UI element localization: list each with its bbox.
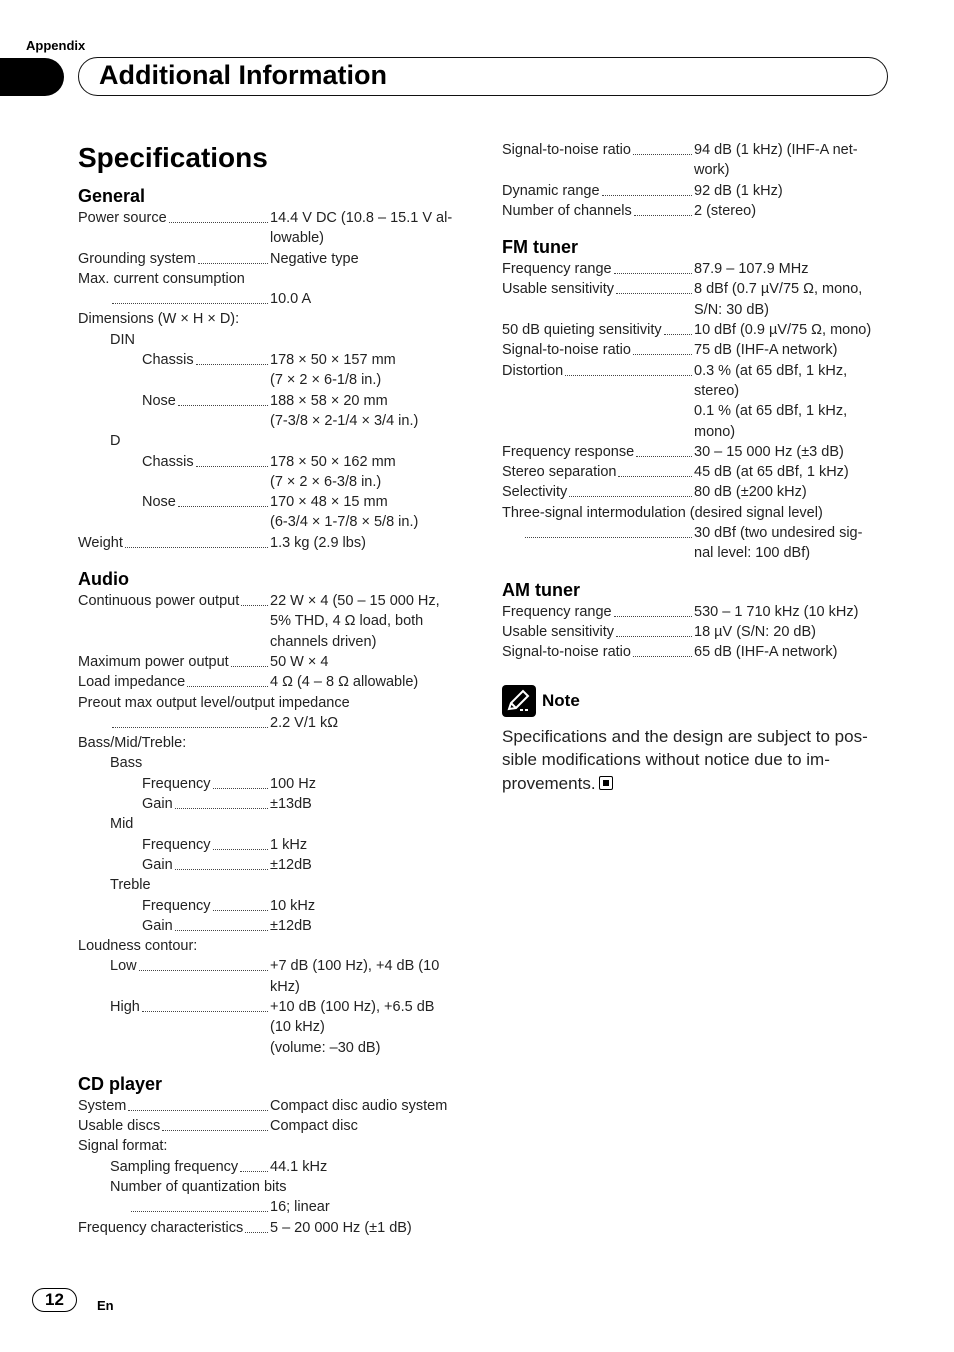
subsection-heading: FM tuner bbox=[502, 237, 578, 258]
spec-value: 94 dB (1 kHz) (IHF-A net- work) bbox=[694, 142, 858, 179]
spec-label-text: Number of channels bbox=[502, 202, 632, 219]
spec-value: 2.2 V/1 kΩ bbox=[270, 714, 339, 731]
spec-row bbox=[78, 652, 468, 672]
dot-leader bbox=[231, 652, 268, 667]
spec-label-text: Usable sensitivity bbox=[502, 281, 615, 298]
spec-row bbox=[502, 181, 892, 201]
spec-value: 178 × 50 × 162 mm (7 × 2 × 6-3/8 in.) bbox=[270, 453, 396, 490]
spec-label bbox=[142, 896, 270, 916]
spec-row bbox=[78, 452, 468, 493]
spec-row bbox=[502, 462, 892, 482]
dot-leader bbox=[565, 361, 692, 376]
note-text bbox=[502, 725, 886, 796]
spec-row bbox=[502, 602, 892, 622]
spec-label bbox=[502, 602, 694, 622]
spec-label-text: Chassis bbox=[142, 453, 194, 470]
spec-label-text: Signal-to-noise ratio bbox=[502, 644, 631, 661]
spec-row bbox=[78, 997, 468, 1058]
spec-label-text: Nose bbox=[142, 494, 176, 511]
spec-label-text: Nose bbox=[142, 392, 176, 409]
spec-label-text: Stereo separation bbox=[502, 464, 617, 481]
left-column bbox=[78, 140, 468, 1238]
spec-group-text: Dimensions (W × H × D): bbox=[78, 311, 240, 328]
spec-label-text: Frequency range bbox=[502, 603, 612, 620]
spec-label bbox=[110, 1157, 270, 1177]
spec-value: 1 kHz bbox=[270, 836, 308, 853]
spec-value: 44.1 kHz bbox=[270, 1158, 328, 1175]
dot-leader bbox=[139, 956, 268, 971]
spec-row bbox=[78, 350, 468, 391]
spec-row bbox=[78, 1157, 468, 1177]
spec-group-label bbox=[78, 733, 468, 753]
spec-group-label bbox=[78, 269, 468, 289]
spec-value: 1.3 kg (2.9 lbs) bbox=[270, 534, 366, 551]
spec-group-label bbox=[78, 753, 468, 773]
spec-label-text: Maximum power output bbox=[78, 653, 229, 670]
spec-label-text: Usable sensitivity bbox=[502, 623, 615, 640]
spec-row bbox=[78, 794, 468, 814]
spec-row bbox=[78, 208, 468, 249]
dot-leader bbox=[196, 452, 268, 467]
spec-label bbox=[502, 201, 694, 221]
spec-label bbox=[78, 652, 270, 672]
spec-label bbox=[142, 350, 270, 370]
spec-group-text: D bbox=[110, 433, 121, 450]
dot-leader bbox=[245, 1218, 268, 1233]
spec-value: 188 × 58 × 20 mm (7-3/8 × 2-1/4 × 3/4 in.) bbox=[270, 392, 419, 429]
spec-value: 178 × 50 × 157 mm (7 × 2 × 6-1/8 in.) bbox=[270, 352, 396, 389]
spec-value: 16; linear bbox=[270, 1199, 330, 1216]
spec-label bbox=[142, 794, 270, 814]
spec-label bbox=[78, 672, 270, 692]
end-mark-icon bbox=[599, 776, 613, 790]
spec-label-text: Signal-to-noise ratio bbox=[502, 142, 631, 158]
spec-label bbox=[502, 462, 694, 482]
spec-label bbox=[502, 279, 694, 299]
spec-group-label bbox=[78, 431, 468, 451]
spec-group-label bbox=[78, 936, 468, 956]
spec-label bbox=[502, 482, 694, 502]
spec-group-label bbox=[78, 814, 468, 834]
section-tab bbox=[0, 58, 64, 96]
spec-label bbox=[142, 774, 270, 794]
note-body: Specifications and the design are subject to pos-sible modifications without notice due to im-provements. bbox=[502, 726, 868, 793]
spec-label bbox=[78, 1096, 270, 1116]
spec-label-text: Gain bbox=[142, 856, 173, 873]
spec-label bbox=[110, 713, 270, 733]
spec-group-text: Mid bbox=[110, 816, 134, 833]
spec-group-label bbox=[78, 330, 468, 350]
dot-leader bbox=[241, 591, 268, 606]
dot-leader bbox=[178, 391, 268, 406]
spec-label-text: Frequency range bbox=[502, 261, 612, 278]
spec-row bbox=[502, 442, 892, 462]
spec-label bbox=[502, 442, 694, 462]
dot-leader bbox=[142, 997, 268, 1012]
spec-label-text: Low bbox=[110, 958, 137, 975]
spec-value: Compact disc audio system bbox=[270, 1097, 448, 1114]
dot-leader bbox=[616, 279, 692, 294]
spec-value: 8 dBf (0.7 µV/75 Ω, mono, S/N: 30 dB) bbox=[694, 281, 863, 318]
dot-leader bbox=[618, 462, 692, 477]
spec-value: ±12dB bbox=[270, 856, 312, 873]
spec-label-text: Usable discs bbox=[78, 1118, 161, 1135]
dot-leader bbox=[213, 774, 268, 789]
dot-leader bbox=[198, 249, 268, 264]
spec-row bbox=[502, 340, 892, 360]
spec-label-text: Continuous power output bbox=[78, 593, 240, 610]
spec-label-text: Signal-to-noise ratio bbox=[502, 342, 631, 359]
subsection-heading: Audio bbox=[78, 569, 129, 590]
spec-row bbox=[502, 523, 892, 564]
dot-leader bbox=[213, 896, 268, 911]
spec-value: 10 kHz bbox=[270, 897, 316, 914]
language-label: En bbox=[97, 1298, 114, 1313]
spec-value: 80 dB (±200 kHz) bbox=[694, 484, 807, 501]
spec-label bbox=[502, 181, 694, 201]
dot-leader bbox=[162, 1116, 268, 1131]
spec-group-label bbox=[78, 1136, 468, 1156]
spec-label-text: System bbox=[78, 1097, 127, 1114]
spec-value: 10.0 A bbox=[270, 291, 312, 308]
subsection-heading: General bbox=[78, 186, 146, 206]
spec-group-text: Signal format: bbox=[78, 1138, 168, 1155]
spec-row bbox=[78, 1218, 468, 1238]
spec-row bbox=[78, 1116, 468, 1136]
dot-leader bbox=[664, 320, 692, 335]
spec-value: 170 × 48 × 15 mm (6-3/4 × 1-7/8 × 5/8 in.) bbox=[270, 494, 419, 531]
page-number: 12 bbox=[32, 1288, 77, 1312]
spec-value: 2 (stereo) bbox=[694, 202, 757, 219]
dot-leader bbox=[175, 855, 268, 870]
dot-leader bbox=[602, 181, 692, 196]
spec-label bbox=[502, 340, 694, 360]
dot-leader bbox=[240, 1157, 268, 1172]
dot-leader bbox=[636, 442, 692, 457]
spec-label bbox=[502, 642, 694, 662]
dot-leader bbox=[131, 1197, 268, 1212]
spec-label bbox=[78, 1116, 270, 1136]
spec-label-text: Frequency bbox=[142, 897, 211, 914]
dot-leader bbox=[128, 1096, 268, 1111]
dot-leader bbox=[633, 340, 692, 355]
banner-title: Additional Information bbox=[99, 60, 387, 90]
spec-value: 0.3 % (at 65 dBf, 1 kHz, stereo) 0.1 % (at 65 dBf, 1 kHz, mono) bbox=[694, 362, 848, 440]
dot-leader bbox=[213, 835, 268, 850]
spec-row bbox=[78, 956, 468, 997]
spec-group-label bbox=[78, 1177, 468, 1197]
dot-leader bbox=[169, 208, 268, 223]
spec-label-text: Frequency bbox=[142, 836, 211, 853]
spec-label-text: Load impedance bbox=[78, 674, 186, 691]
dot-leader bbox=[112, 713, 268, 728]
spec-label bbox=[142, 492, 270, 512]
spec-group-text: Bass/Mid/Treble: bbox=[78, 735, 187, 752]
page-title: Specifications bbox=[78, 142, 268, 173]
spec-label bbox=[110, 956, 270, 976]
spec-label bbox=[142, 916, 270, 936]
spec-value: Negative type bbox=[270, 250, 359, 267]
spec-row bbox=[502, 622, 892, 642]
spec-value: 530 – 1 710 kHz (10 kHz) bbox=[694, 603, 859, 620]
spec-label bbox=[502, 361, 694, 381]
spec-group-label bbox=[78, 309, 468, 329]
spec-label bbox=[502, 140, 694, 160]
spec-group-text: DIN bbox=[110, 331, 135, 348]
spec-value: 45 dB (at 65 dBf, 1 kHz) bbox=[694, 464, 849, 481]
spec-row bbox=[502, 201, 892, 221]
spec-value: 30 – 15 000 Hz (±3 dB) bbox=[694, 443, 844, 460]
dot-leader bbox=[175, 916, 268, 931]
spec-label bbox=[142, 855, 270, 875]
spec-group-text: Three-signal intermodulation (desired signal level) bbox=[502, 504, 823, 521]
spec-row bbox=[78, 492, 468, 533]
spec-label-text: Sampling frequency bbox=[110, 1158, 239, 1175]
spec-label bbox=[78, 533, 270, 553]
spec-value: ±12dB bbox=[270, 917, 312, 934]
subsection-heading: AM tuner bbox=[502, 579, 580, 600]
spec-value: ±13dB bbox=[270, 796, 312, 813]
spec-group-text: Max. current consumption bbox=[78, 270, 245, 287]
spec-label-text: Frequency bbox=[142, 775, 211, 792]
spec-label bbox=[78, 1218, 270, 1238]
spec-group-text: Number of quantization bits bbox=[110, 1179, 287, 1196]
spec-group-text: Loudness contour: bbox=[78, 938, 198, 955]
spec-row bbox=[78, 249, 468, 269]
dot-leader bbox=[634, 201, 692, 216]
spec-value: Compact disc bbox=[270, 1118, 358, 1135]
spec-label bbox=[502, 320, 694, 340]
spec-label bbox=[78, 249, 270, 269]
spec-row bbox=[502, 482, 892, 502]
spec-row bbox=[78, 1096, 468, 1116]
spec-label-text: Distortion bbox=[502, 362, 564, 379]
spec-row bbox=[78, 672, 468, 692]
spec-label-text: Gain bbox=[142, 796, 173, 813]
spec-row bbox=[78, 391, 468, 432]
dot-leader bbox=[614, 259, 692, 274]
spec-value: 65 dB (IHF-A network) bbox=[694, 644, 838, 661]
spec-value: 22 W × 4 (50 – 15 000 Hz, 5% THD, 4 Ω load, both channels driven) bbox=[270, 593, 440, 650]
spec-group-text: Preout max output level/output impedance bbox=[78, 694, 350, 711]
spec-label-text: Chassis bbox=[142, 352, 194, 369]
dot-leader bbox=[633, 642, 692, 657]
dot-leader bbox=[614, 602, 692, 617]
right-column bbox=[502, 140, 892, 795]
spec-label-text: Frequency response bbox=[502, 443, 635, 460]
spec-group-label bbox=[502, 503, 892, 523]
spec-label bbox=[110, 997, 270, 1017]
spec-value: 4 Ω (4 – 8 Ω allowable) bbox=[270, 674, 419, 691]
spec-row bbox=[78, 896, 468, 916]
spec-value: 10 dBf (0.9 µV/75 Ω, mono) bbox=[694, 322, 872, 339]
spec-row bbox=[502, 642, 892, 662]
spec-row bbox=[502, 320, 892, 340]
spec-value: 5 – 20 000 Hz (±1 dB) bbox=[270, 1219, 412, 1236]
spec-label-text: Weight bbox=[78, 534, 123, 551]
spec-label-text: Grounding system bbox=[78, 250, 196, 267]
spec-group-label bbox=[78, 875, 468, 895]
dot-leader bbox=[112, 289, 268, 304]
dot-leader bbox=[196, 350, 268, 365]
spec-row bbox=[78, 533, 468, 553]
spec-row bbox=[78, 835, 468, 855]
dot-leader bbox=[175, 794, 268, 809]
dot-leader bbox=[178, 492, 268, 507]
spec-label-text: Selectivity bbox=[502, 484, 568, 501]
spec-label bbox=[502, 259, 694, 279]
section-label: Appendix bbox=[26, 38, 86, 53]
spec-row bbox=[502, 279, 892, 320]
spec-row bbox=[78, 591, 468, 652]
spec-value: 87.9 – 107.9 MHz bbox=[694, 261, 809, 278]
spec-row bbox=[78, 713, 468, 733]
spec-group-text: Bass bbox=[110, 755, 143, 772]
spec-label-text: 50 dB quieting sensitivity bbox=[502, 322, 662, 339]
spec-label bbox=[523, 523, 694, 543]
note-header bbox=[502, 685, 892, 717]
spec-row bbox=[502, 140, 892, 181]
spec-label bbox=[142, 391, 270, 411]
spec-label bbox=[78, 591, 270, 611]
spec-row bbox=[78, 1197, 468, 1217]
spec-value: 30 dBf (two undesired sig- nal level: 100 dBf) bbox=[694, 525, 863, 562]
spec-label-text: Power source bbox=[78, 210, 167, 226]
spec-value: 75 dB (IHF-A network) bbox=[694, 342, 838, 359]
note-title: Note bbox=[542, 690, 580, 710]
spec-label bbox=[142, 452, 270, 472]
spec-label bbox=[142, 835, 270, 855]
dot-leader bbox=[569, 482, 692, 497]
pencil-icon-glyph bbox=[506, 689, 532, 713]
dot-leader bbox=[633, 140, 692, 155]
spec-row bbox=[502, 259, 892, 279]
spec-value: 100 Hz bbox=[270, 775, 316, 792]
dot-leader bbox=[125, 533, 268, 548]
spec-value: 14.4 V DC (10.8 – 15.1 V al- lowable) bbox=[270, 210, 453, 247]
spec-label-text: Gain bbox=[142, 917, 173, 934]
spec-value: 92 dB (1 kHz) bbox=[694, 182, 783, 199]
dot-leader bbox=[616, 622, 692, 637]
spec-label-text: Dynamic range bbox=[502, 182, 600, 199]
section-banner bbox=[78, 57, 888, 96]
spec-value: 18 µV (S/N: 20 dB) bbox=[694, 623, 816, 640]
spec-row bbox=[78, 289, 468, 309]
spec-row bbox=[502, 361, 892, 442]
spec-row bbox=[78, 916, 468, 936]
spec-label bbox=[502, 622, 694, 642]
spec-value: 50 W × 4 bbox=[270, 653, 329, 670]
spec-label-text: High bbox=[110, 998, 140, 1015]
spec-label bbox=[129, 1197, 270, 1217]
spec-row bbox=[78, 855, 468, 875]
spec-label-text: Frequency characteristics bbox=[78, 1219, 244, 1236]
spec-label bbox=[110, 289, 270, 309]
spec-group-label bbox=[78, 693, 468, 713]
dot-leader bbox=[525, 523, 692, 538]
spec-group-text: Treble bbox=[110, 877, 151, 894]
spec-label bbox=[78, 208, 270, 228]
spec-value: +10 dB (100 Hz), +6.5 dB (10 kHz) (volume: –30 dB) bbox=[270, 998, 435, 1056]
dot-leader bbox=[187, 672, 268, 687]
subsection-heading: CD player bbox=[78, 1073, 163, 1094]
pencil-icon bbox=[502, 685, 536, 717]
spec-row bbox=[78, 774, 468, 794]
spec-value: +7 dB (100 Hz), +4 dB (10 kHz) bbox=[270, 958, 440, 995]
